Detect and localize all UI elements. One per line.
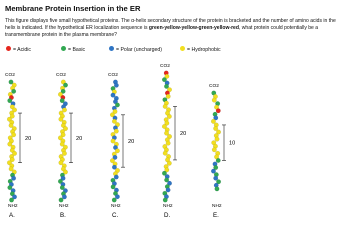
amino-acid-residue xyxy=(114,129,119,134)
protein-C xyxy=(108,72,134,219)
helix-bracket xyxy=(18,113,22,163)
amino-acid-residue xyxy=(212,98,217,103)
amino-acid-residue xyxy=(166,94,171,99)
carboxyl-terminus-label: CO2 xyxy=(56,73,66,78)
protein-E xyxy=(209,83,235,219)
er-localization-sequence: green-yellow-yellow-green-yellow-red xyxy=(148,25,239,32)
protein-A xyxy=(5,72,31,219)
legend-acidic-label: = Acidic xyxy=(13,47,32,53)
protein-B xyxy=(56,72,82,219)
helix-bracket xyxy=(69,113,73,163)
amino-acid-residue xyxy=(114,175,119,180)
amino-terminus-label: NH2 xyxy=(59,204,69,209)
helix-length-label: 20 xyxy=(180,131,187,138)
amino-acid-residue xyxy=(166,141,171,146)
amino-terminus-label: NH2 xyxy=(163,204,173,209)
amino-acid-residue xyxy=(59,198,64,203)
amino-terminus-label: NH2 xyxy=(212,204,222,209)
helix-length-label: 10 xyxy=(229,140,236,147)
legend-basic-label: = Basic xyxy=(68,47,86,53)
legend-polar-label: = Polar (uncharged) xyxy=(116,47,162,53)
helix-length-label: 20 xyxy=(76,135,83,142)
amino-acid-residue xyxy=(166,188,171,193)
amino-acid-residue xyxy=(163,151,168,156)
carboxyl-terminus-label: CO2 xyxy=(209,84,219,89)
page-title: Membrane Protein Insertion in the ER xyxy=(5,4,141,13)
amino-acid-residue xyxy=(216,158,221,163)
option-label-B: B. xyxy=(60,212,66,219)
helix-length-label: 20 xyxy=(128,139,135,145)
question-text-outro: , what protein could potentially be a transmembrane protein in the plasma membrane? xyxy=(5,25,319,39)
amino-acid-residue xyxy=(216,109,221,114)
amino-acid-residue xyxy=(163,198,168,203)
amino-acid-residue xyxy=(215,137,220,142)
carboxyl-terminus-label: CO2 xyxy=(108,73,118,78)
amino-acid-residue xyxy=(111,185,116,190)
helix-length-label: 20 xyxy=(25,135,32,142)
amino-acid-residue xyxy=(212,148,217,153)
amino-acid-residue xyxy=(112,198,117,203)
carboxyl-terminus-label: CO2 xyxy=(160,64,170,69)
protein-D xyxy=(160,63,186,219)
option-label-D: D. xyxy=(164,212,171,219)
amino-acid-residue xyxy=(215,187,220,192)
amino-terminus-label: NH2 xyxy=(111,204,121,209)
legend-hydrophobic-label: = Hydrophobic xyxy=(187,47,221,53)
helix-bracket xyxy=(121,115,125,167)
helix-bracket xyxy=(222,125,226,161)
question-text-intro: This figure displays five small hypothetical proteins. The α-helix secondary structure of the protein is bracketed and the number of amino acids in the helix is indicated. If the hypothetical ER localization sequence is xyxy=(5,18,336,32)
amino-terminus-label: NH2 xyxy=(8,204,18,209)
amino-acid-residue xyxy=(163,104,168,109)
carboxyl-terminus-label: CO2 xyxy=(5,73,15,78)
amino-acid-residue xyxy=(114,83,119,88)
helix-bracket xyxy=(173,106,177,159)
amino-acid-residue xyxy=(111,139,116,144)
option-label-E: E. xyxy=(213,212,219,219)
amino-acid-residue xyxy=(111,93,116,98)
option-label-A: A. xyxy=(9,212,15,219)
amino-acid-residue xyxy=(9,198,14,203)
option-label-C: C. xyxy=(112,212,119,219)
